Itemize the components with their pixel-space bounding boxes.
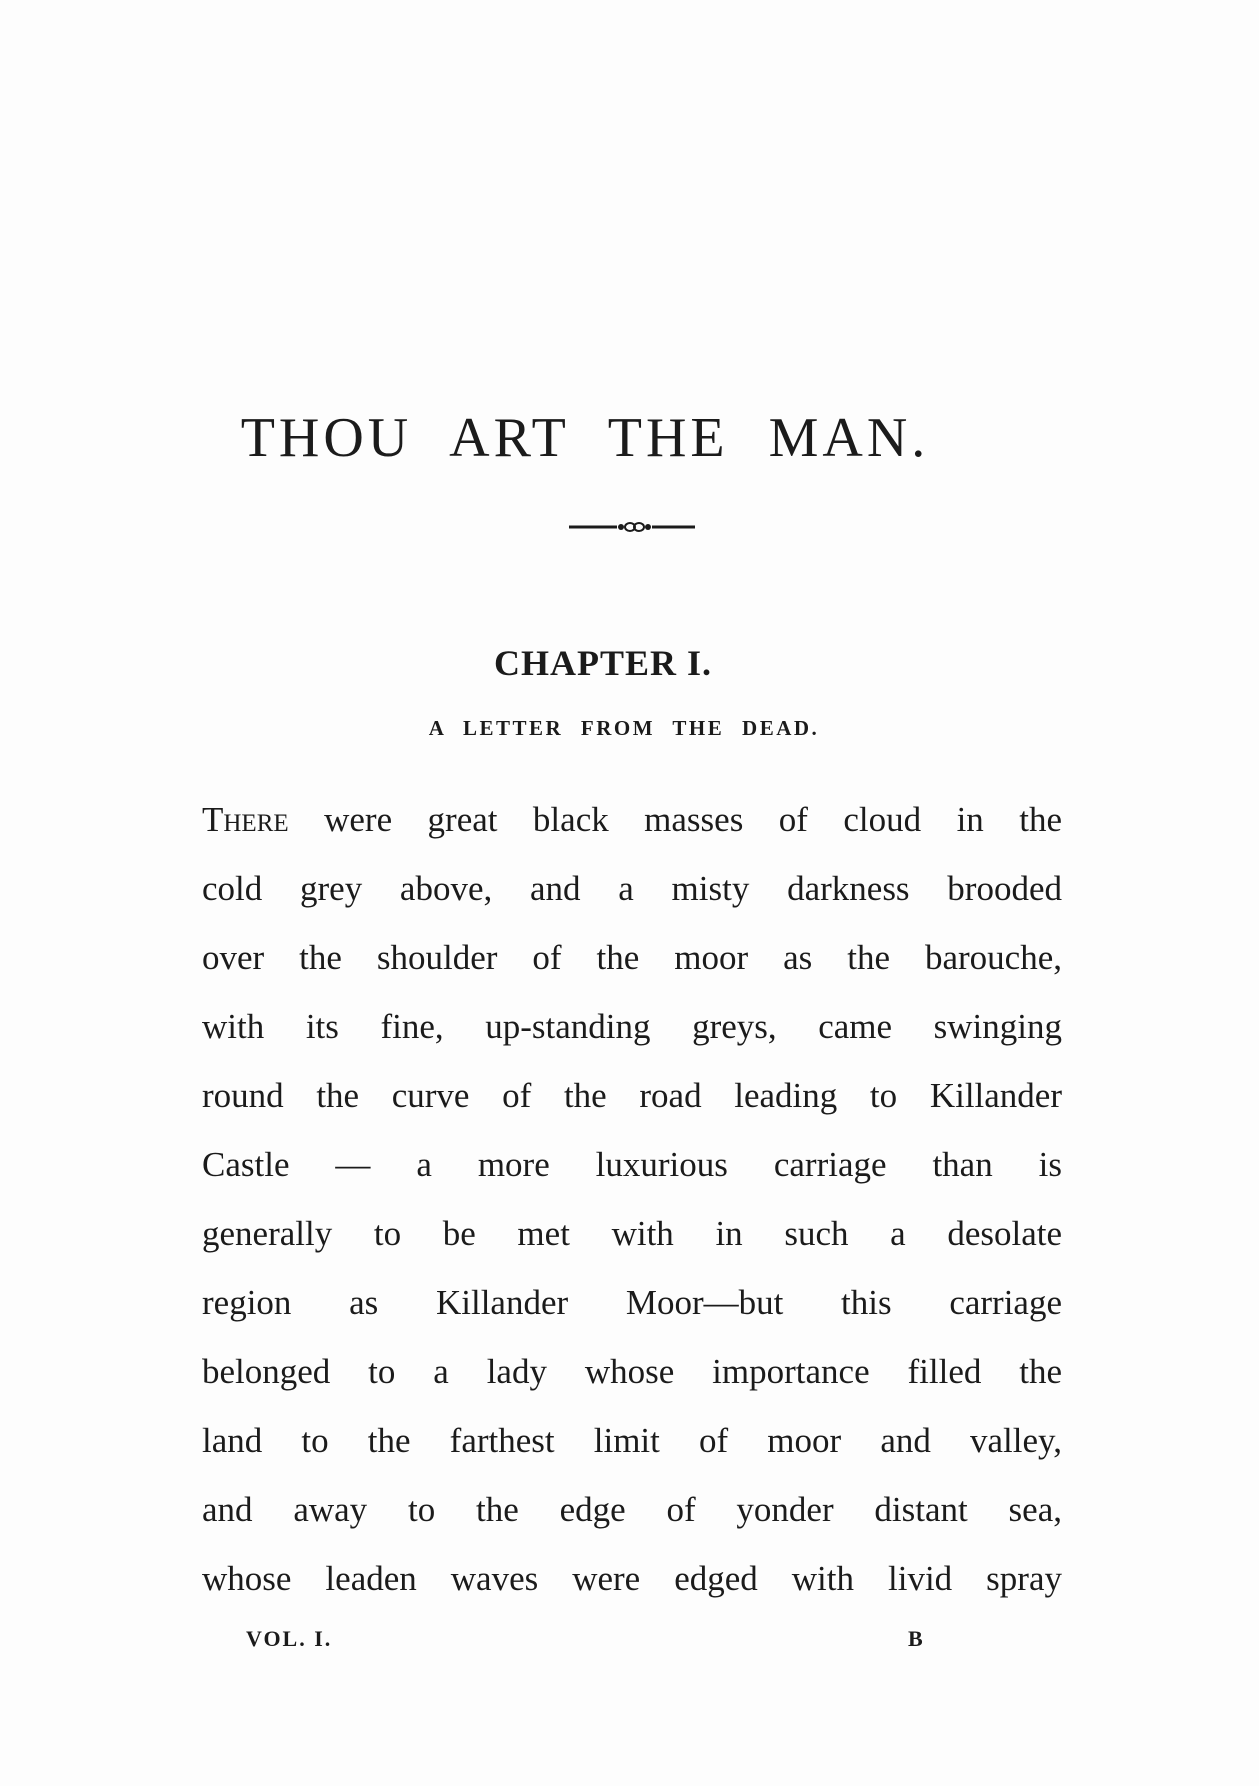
text-line: and away to the edge of yonder distant sea, bbox=[202, 1490, 1062, 1529]
body-text bbox=[202, 790, 1062, 1618]
text-line: with its fine, up-standing greys, came swinging bbox=[202, 1007, 1062, 1046]
volume-signature: VOL. I. bbox=[246, 1626, 333, 1651]
signature-mark: B bbox=[908, 1626, 923, 1651]
ornamental-divider-icon bbox=[567, 518, 697, 536]
text-line: region as Killander Moor—but this carriage bbox=[202, 1283, 1062, 1322]
text-line bbox=[202, 790, 1062, 859]
text-line: cold grey above, and a misty darkness brooded bbox=[202, 869, 1062, 908]
chapter-heading: CHAPTER I. bbox=[493, 642, 713, 683]
text-line: over the shoulder of the moor as the barouche, bbox=[202, 938, 1062, 977]
chapter-subtitle: A LETTER FROM THE DEAD. bbox=[428, 716, 820, 740]
text-line-content: were great black masses of cloud in the bbox=[288, 800, 1062, 839]
drop-word: There bbox=[202, 800, 289, 839]
text-line: round the curve of the road leading to Killander bbox=[202, 1076, 1062, 1115]
text-line: land to the farthest limit of moor and valley, bbox=[202, 1421, 1062, 1460]
book-title: THOU ART THE MAN. bbox=[240, 406, 930, 469]
text-line: whose leaden waves were edged with livid spray bbox=[202, 1559, 1062, 1598]
text-line: generally to be met with in such a desolate bbox=[202, 1214, 1062, 1253]
text-line: belonged to a lady whose importance filled the bbox=[202, 1352, 1062, 1391]
text-line: Castle — a more luxurious carriage than is bbox=[202, 1145, 1062, 1184]
